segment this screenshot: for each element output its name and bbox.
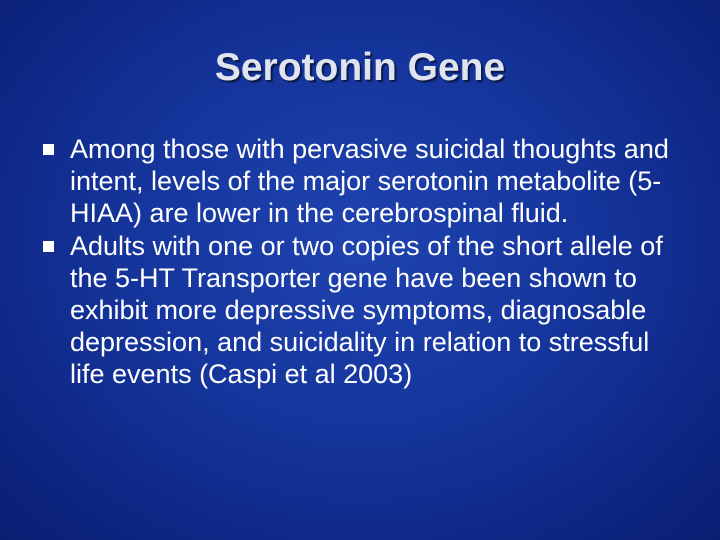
- square-bullet-icon: [43, 241, 54, 252]
- bullet-item: [0, 230, 720, 391]
- bullet-text: Adults with one or two copies of the short allele of the 5-HT Transporter gene have been shown to exhibit more depressive symptoms, diagnosable depression, and suicidality in relation to stressful life events (Caspi et al 2003): [70, 230, 663, 390]
- bullet-text: Among those with pervasive suicidal thoughts and intent, levels of the major serotonin metabolite (5-HIAA) are lower in the cerebrospinal fluid.: [70, 134, 669, 229]
- slide-title: Serotonin Gene: [214, 46, 506, 89]
- bullet-item: [0, 133, 720, 230]
- square-bullet-icon: [43, 144, 54, 155]
- bullet-list: [0, 133, 720, 391]
